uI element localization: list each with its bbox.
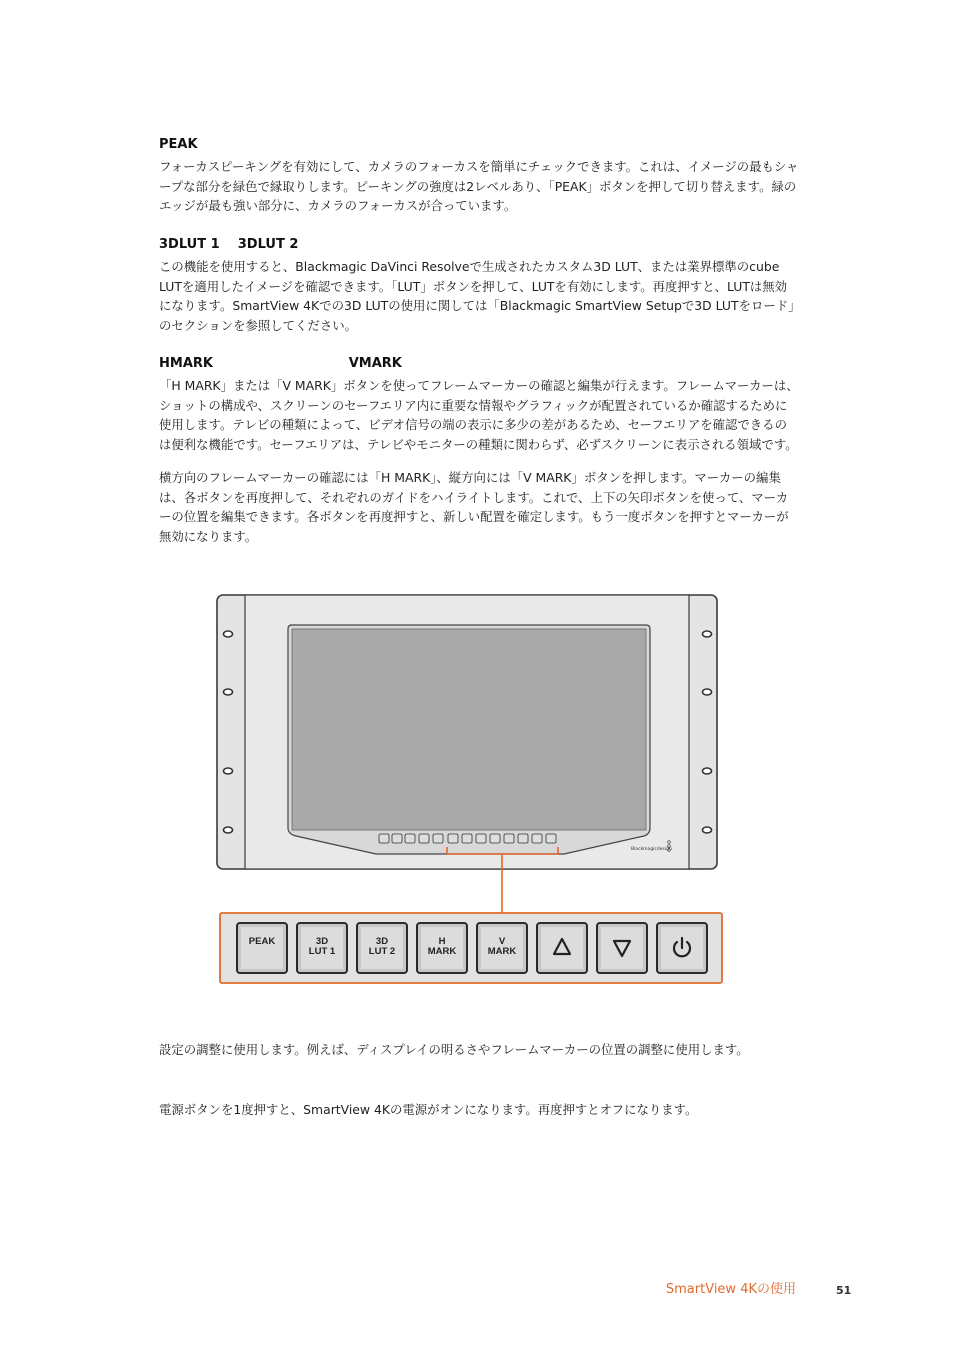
- peak-button-label: PEAK: [248, 936, 276, 947]
- peak-button[interactable]: [236, 922, 288, 974]
- rack-hole: [224, 689, 233, 695]
- footer-title: SmartView 4Kの使用: [665, 1282, 796, 1297]
- vmark-button[interactable]: [476, 922, 528, 974]
- section-heading-lut: 3DLUT 1 3DLUT 2: [159, 237, 299, 252]
- section-peak: [159, 136, 799, 216]
- section-body-lut: この機能を使用すると、Blackmagic DaVinci Resolveで生成されたカスタム3D LUT、または業界標準のcube LUTを適用したイメージを確認できます。「LUT」ボタンを押して、LUTを有効にします。再度押すと、LUTは無効になります。SmartView 4Kでの3D LUTの使用に関しては「Blackmagic SmartView Setupで3D LUTをロード」のセクションを参照してください。: [159, 259, 795, 333]
- power-icon: [658, 924, 706, 972]
- section-body-mark-1: 「H MARK」または「V MARK」ボタンを使ってフレームマーカーの確認と編集が行えます。フレームマーカーは、ショットの構成や、スクリーンのセーフエリア内に重要な情報やグラフィックが配置されているか確認するために使用します。テレビの種類によって、ビデオ信号の端の表示に多少の差があるため、セーフエリアを確認できるのは便利な機能です。セーフエリアは、テレビやモニターの種類に関わらず、必ずスクリーンに表示される領域です。: [159, 378, 799, 452]
- section-body-arrows: 設定の調整に使用します。例えば、ディスプレイの明るさやフレームマーカーの位置の調整に使用します。: [159, 1042, 749, 1057]
- section-arrows: [159, 1040, 799, 1060]
- rack-hole: [224, 768, 233, 774]
- section-heading-peak: PEAK: [159, 137, 198, 152]
- lut2-button-label: 3D: [375, 936, 389, 947]
- section-power: [159, 1100, 799, 1120]
- rack-hole: [703, 631, 712, 637]
- up-arrow-button[interactable]: [536, 922, 588, 974]
- monitor-figure: [216, 594, 724, 986]
- hmark-button-label: H: [438, 936, 446, 947]
- section-body-power: 電源ボタンを1度押すと、SmartView 4Kの電源がオンになります。再度押すとオフになります。: [159, 1102, 698, 1117]
- lut1-button-label: 3D: [315, 936, 329, 947]
- down-arrow-icon: [598, 924, 646, 972]
- rack-hole: [224, 827, 233, 833]
- rack-hole: [224, 631, 233, 637]
- section-body-mark-2: 横方向のフレームマーカーの確認には「H MARK」、縦方向には「V MARK」ボタンを押します。マーカーの編集は、各ボタンを再度押して、それぞれのガイドをハイライトします。これで、上下の矢印ボタンを使って、マーカーの位置を編集できます。各ボタンを再度押すと、新しい配置を確定します。もう一度ボタンを押すとマーカーが無効になります。: [159, 470, 789, 544]
- lut1-button[interactable]: [296, 922, 348, 974]
- lut2-button-label-2: LUT 2: [368, 946, 396, 957]
- power-button[interactable]: [656, 922, 708, 974]
- section-body-peak: フォーカスピーキングを有効にして、カメラのフォーカスを簡単にチェックできます。これは、イメージの最もシャープな部分を緑色で縁取りします。ピーキングの強度は2レベルあり、「PEAK」ボタンを押して切り替えます。緑のエッジが最も強い部分に、カメラのフォーカスが合っています。: [159, 159, 799, 213]
- up-arrow-icon: [538, 924, 586, 972]
- rack-hole: [703, 689, 712, 695]
- vmark-button-label: V: [498, 936, 506, 947]
- lut2-button[interactable]: [356, 922, 408, 974]
- rack-hole: [703, 827, 712, 833]
- zoomed-buttons: [236, 922, 716, 974]
- down-arrow-button[interactable]: [596, 922, 648, 974]
- lut1-button-label-2: LUT 1: [308, 946, 336, 957]
- hmark-button-label-2: MARK: [427, 946, 457, 957]
- vmark-button-label-2: MARK: [487, 946, 517, 957]
- display-screen: [292, 629, 646, 830]
- section-lut: [159, 236, 799, 335]
- page-number: 51: [836, 1284, 852, 1297]
- hmark-button[interactable]: [416, 922, 468, 974]
- rack-hole: [703, 768, 712, 774]
- section-mark: [159, 355, 799, 546]
- brand-logo: Blackmagicdesign: [631, 847, 672, 852]
- section-heading-mark: HMARK VMARK: [159, 356, 402, 371]
